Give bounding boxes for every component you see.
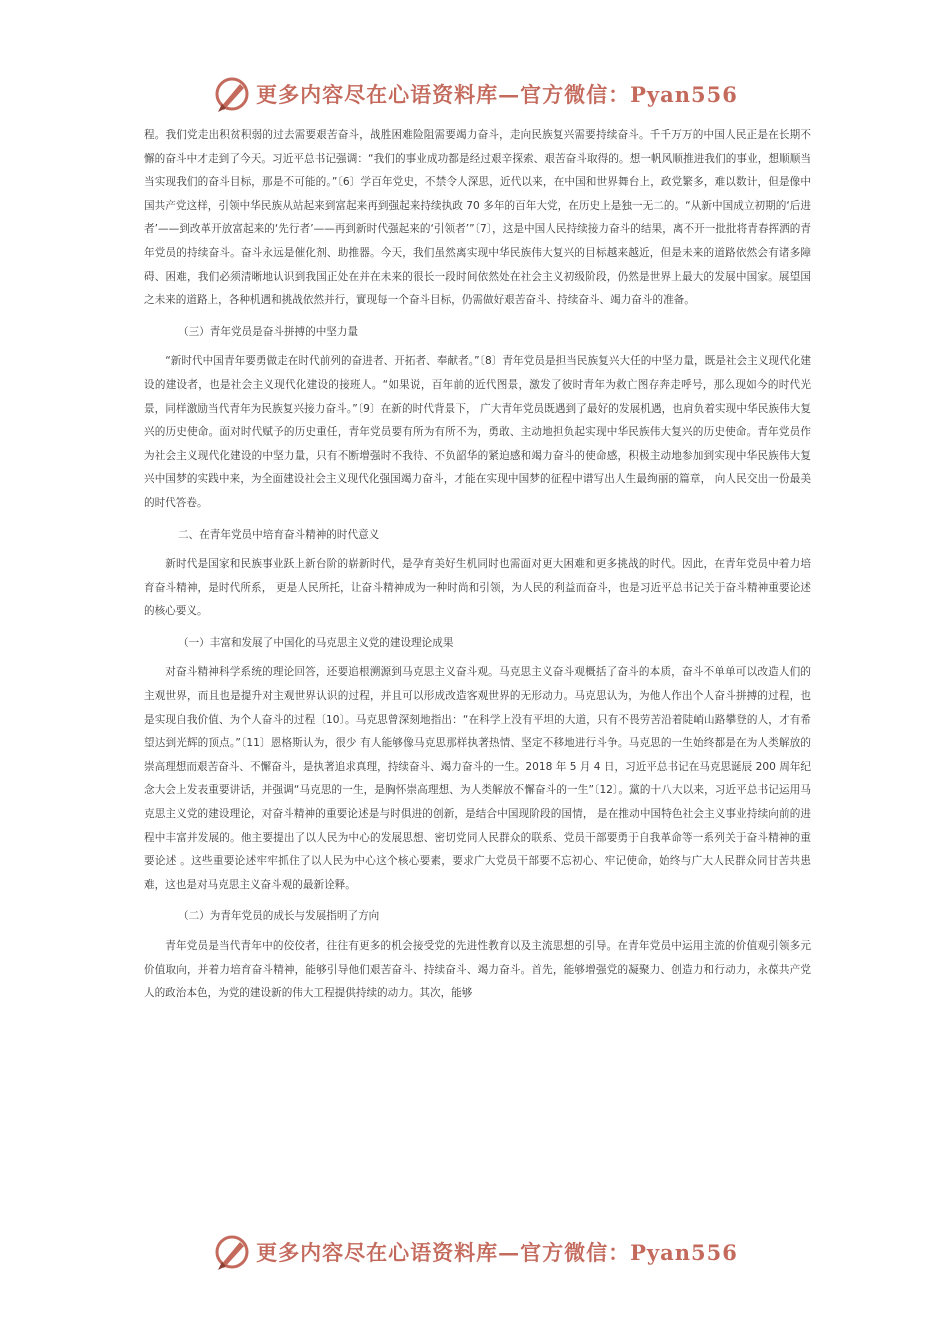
- header-banner: [0, 72, 950, 116]
- paragraph: “新时代中国青年要勇做走在时代前列的奋进者、开拓者、奉献者。”〔8〕青年党员是担当民族复兴大任的中坚力量，既是社会主义现代化建设的建设者，也是社会主义现代化建设的接班人。“如果说，百年前的近代图景，激发了彼时青年为救亡图存奔走呼号，那么现如今的时代光景，同样激励当代青年为民族复兴接力奋斗。”〔9〕在新的时代背景下， 广大青年党员既遇到了最好的发展机遇，也肩负着实现中华民族伟大复兴的历史使命。面对时代赋予的历史重任，青年党员要有所为有所不为，勇敢、主动地担负起实现中华民族伟大复兴的历史使命。青年党员作为社会主义现代化建设的中坚力量，只有不断增强时不我待、不负韶华的紧迫感和竭力奋斗的使命感，积极主动地参加到实现中华民族伟大复兴中国梦的实践中来，为全面建设社会主义现代化强国竭力奋斗，才能在实现中国梦的征程中谱写出人生最绚丽的篇章， 向人民交出一份最美的时代答卷。: [144, 355, 811, 509]
- pen-logo-icon: [212, 74, 252, 114]
- section-heading: （一）丰富和发展了中国化的马克思主义党的建设理论成果: [178, 636, 454, 649]
- banner-text: 更多内容尽在心语资料库—官方微信：Pyan556: [256, 1240, 738, 1265]
- paragraph: 程。我们党走出积贫积弱的过去需要艰苦奋斗，战胜困难险阻需要竭力奋斗，走向民族复兴需要持续奋斗。千千万万的中国人民正是在长期不懈的奋斗中才走到了今天。习近平总书记强调：“我们的事业成功都是经过艰辛探索、艰苦奋斗取得的。想一帆风顺推进我们的事业，想顺顺当当实现我们的奋斗目标，那是不可能的。”〔6〕学百年党史，不禁令人深思，近代以来，在中国和世界舞台上，政党繁多，难以数计，但是像中国共产党这样，引领中华民族从站起来到富起来再到强起来持续执政 70 多年的百年大党，在历史上是独一无二的。“从新中国成立初期的‘后进者’——到改革开放富起来的‘先行者’——再到新时代强起来的‘引领者’”〔7〕，这是中国人民持续接力奋斗的结果，离不开一批批将青春挥洒的青年党员的持续奋斗。奋斗永远是催化剂、助推器。今天，我们虽然离实现中华民族伟大复兴的目标越来越近，但是未来的道路依然会有诸多障碍、困难，我们必须清晰地认识到我国正处在并在未来的很长一段时间依然处在社会主义初级阶段，仍然是世界上最大的发展中国家。展望国之未来的道路上，各种机遇和挑战依然并行，實现每一个奋斗目标，仍需做好艰苦奋斗、持续奋斗、竭力奋斗的准备。: [144, 129, 811, 307]
- section-heading: （二）为青年党员的成长与发展指明了方向: [178, 910, 380, 923]
- banner-text: 更多内容尽在心语资料库—官方微信：Pyan556: [256, 82, 738, 107]
- paragraph: 对奋斗精神科学系统的理论回答，还要追根溯源到马克思主义奋斗观。马克思主义奋斗观概括了奋斗的本质，奋斗不单单可以改造人们的主观世界，而且也是提升对主观世界认识的过程，并且可以形成改造客观世界的无形动力。马克思认为，为他人作出个人奋斗拼搏的过程，也是实现自我价值、为个人奋斗的过程〔10〕。马克思曾深刻地指出：“在科学上没有平坦的大道，只有不畏劳苦沿着陡峭山路攀登的人，才有希望达到光辉的顶点。”〔11〕恩格斯认为，很少 有人能够像马克思那样执著热情、坚定不移地进行斗争。马克思的一生始终都是在为人类解放的崇高理想而艰苦奋斗、不懈奋斗，是执著追求真理，持续奋斗、竭力奋斗的一生。2018 年 5 月 4 日，习近平总书记在马克思诞辰 200 周年纪念大会上发表重要讲话，并强调“马克思的一生，是胸怀崇高理想、为人类解放不懈奋斗的一生”〔12〕。黨的十八大以来，习近平总书记运用马克思主义党的建设理论，对奋斗精神的重要论述是与时俱进的创新，是结合中国现阶段的国情， 是在推动中国特色社会主义事业持续向前的进程中丰富并发展的。他主要提出了以人民为中心的发展思想、密切党同人民群众的联系、党员干部要勇于自我革命等一系列关于奋斗精神的重要论述 。这些重要论述牢牢抓住了以人民为中心这个核心要素，要求广大党员干部要不忘初心、牢记使命，始终与广大人民群众同甘苦共患难，这也是对马克思主义奋斗观的最新诠释。: [144, 666, 811, 891]
- paragraph: 青年党员是当代青年中的佼佼者，往往有更多的机会接受党的先进性教育以及主流思想的引导。在青年党员中运用主流的价值观引领多元价值取向，并着力培育奋斗精神，能够引导他们艰苦奋斗、持续奋斗、竭力奋斗。首先，能够增强党的凝聚力、创造力和行动力，永葆共产党人的政治本色，为党的建设新的伟大工程提供持续的动力。其次，能够: [144, 940, 811, 1000]
- paragraph: 新时代是国家和民族事业跃上新台阶的崭新时代，是孕育美好生机同时也需面对更大困难和更多挑战的时代。因此，在青年党员中着力培育奋斗精神，是时代所系， 更是人民所托，让奋斗精神成为一种时尚和引领，为人民的利益而奋斗，也是习近平总书记关于奋斗精神重要论述的核心要义。: [144, 558, 811, 618]
- footer-banner: [0, 1230, 950, 1274]
- section-heading: （三）青年党员是奋斗拼搏的中坚力量: [178, 325, 359, 338]
- document-body: [144, 124, 811, 1006]
- section-heading: 二、在青年党员中培育奋斗精神的时代意义: [178, 528, 380, 541]
- pen-logo-icon: [212, 1232, 252, 1272]
